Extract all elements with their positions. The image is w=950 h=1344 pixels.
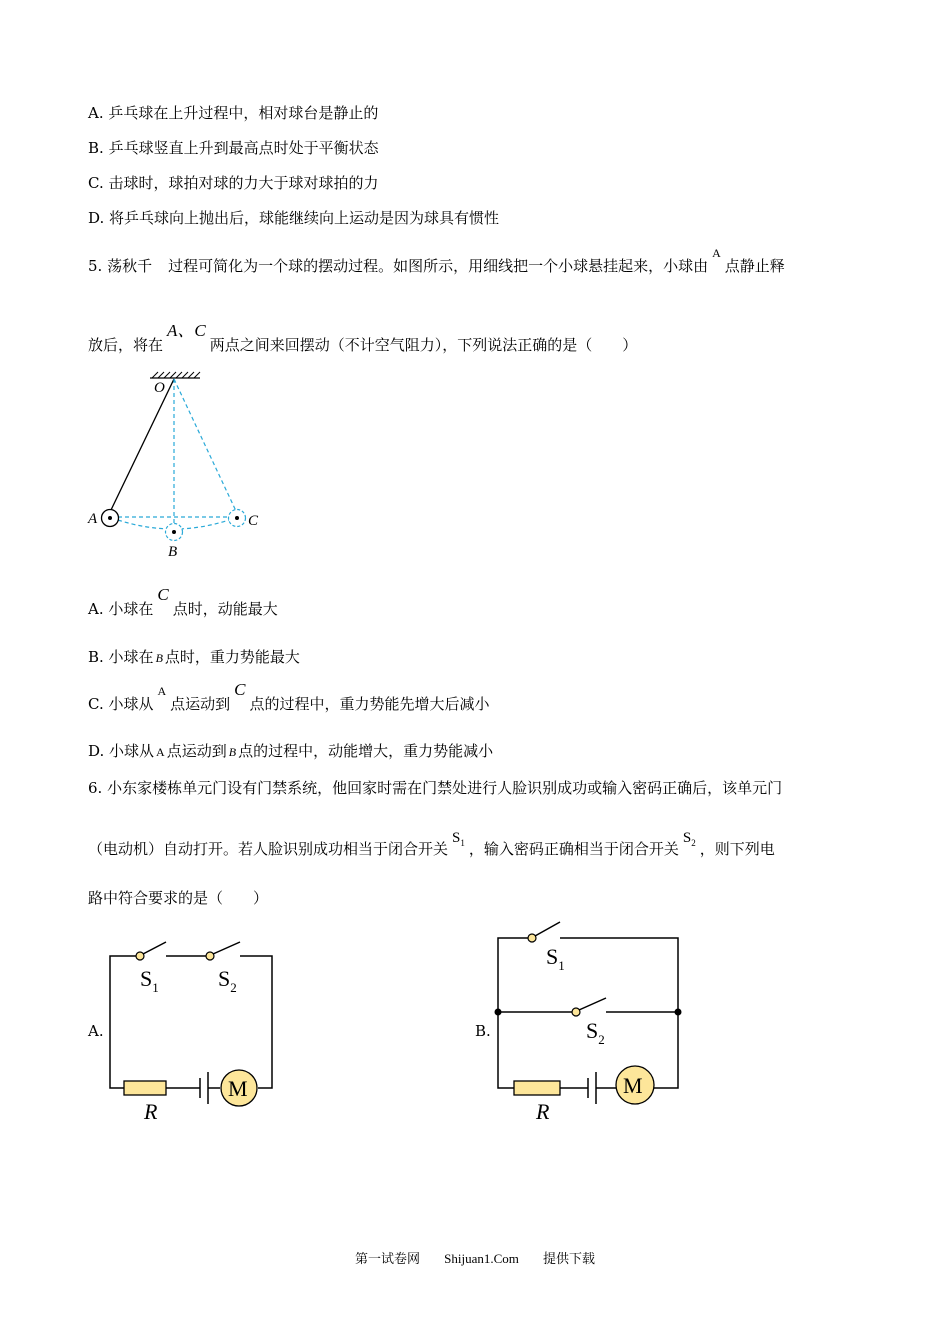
label-s1: $S_1$	[140, 966, 159, 995]
switch-s2-contact	[206, 952, 214, 960]
q6-stem-line3: 路中符合要求的是（ ）	[88, 889, 269, 907]
q6-stem-line1: 6. 小东家楼栋单元门设有门禁系统，他回家时需在门禁处进行人脸识别成功或输入密码正确后，该单元门	[88, 779, 783, 797]
label-s2: $S_2$	[218, 966, 237, 995]
q4-option-d: D. 将乒乓球向上抛出后，球能继续向上运动是因为球具有惯性	[88, 209, 500, 227]
circuit-a-label: A.	[88, 1022, 104, 1040]
switch-s2-contact	[572, 1008, 580, 1016]
junction-left	[495, 1009, 502, 1016]
q4-option-a: A. 乒乓球在上升过程中，相对球台是静止的	[88, 104, 379, 122]
q5-option-a: A. 小球在C点时，动能最大	[88, 585, 278, 618]
svg-text:M: M	[228, 1076, 248, 1101]
q5-option-b: B. 小球在 B 点时，重力势能最大	[88, 648, 300, 666]
label-s2: $S_2$	[586, 1018, 605, 1047]
circuit-b-label: B.	[475, 1022, 491, 1040]
circuit-b-diagram	[490, 912, 690, 1128]
q5-stem-line2: 放后，将在A、C两点之间来回摆动（不计空气阻力），下列说法正确的是（ ）	[88, 321, 638, 354]
label-r: R	[536, 1099, 550, 1124]
switch-s1-contact	[528, 934, 536, 942]
resistor	[124, 1081, 166, 1095]
q4-option-b: B. 乒乓球竖直上升到最高点时处于平衡状态	[88, 139, 379, 157]
label-b: B	[168, 544, 178, 560]
label-c: C	[248, 513, 259, 529]
label-r: R	[144, 1099, 158, 1124]
q5-stem-line1: 5. 荡秋千 过程可简化为一个球的摆动过程。如图所示，用细线把一个小球悬挂起来，小球由$^A$点静止释	[88, 246, 785, 275]
circuit-a-diagram	[100, 930, 290, 1130]
page-footer: 第一试卷网 Shijuan1.Com 提供下载	[354, 1251, 596, 1267]
svg-text:M: M	[623, 1073, 643, 1098]
label-s1: $S_1$	[546, 944, 565, 973]
label-a: A	[88, 511, 98, 527]
resistor	[514, 1081, 560, 1095]
q4-option-c: C. 击球时，球拍对球的力大于球对球拍的力	[88, 174, 379, 192]
switch-s1-contact	[136, 952, 144, 960]
pendulum-figure	[84, 368, 284, 563]
q5-option-d: D. 小球从 A 点运动到 B 点的过程中，动能增大，重力势能减小	[88, 742, 494, 760]
junction-right	[675, 1009, 682, 1016]
q6-stem-line2: （电动机）自动打开。若人脸识别成功相当于闭合开关$S_1$ ，输入密码正确相当于闭合开关$S_2$ ，则下列电	[88, 830, 775, 858]
label-o: O	[154, 380, 165, 396]
q5-option-c: C. 小球从$^A$点运动到C点的过程中，重力势能先增大后减小	[88, 680, 490, 713]
